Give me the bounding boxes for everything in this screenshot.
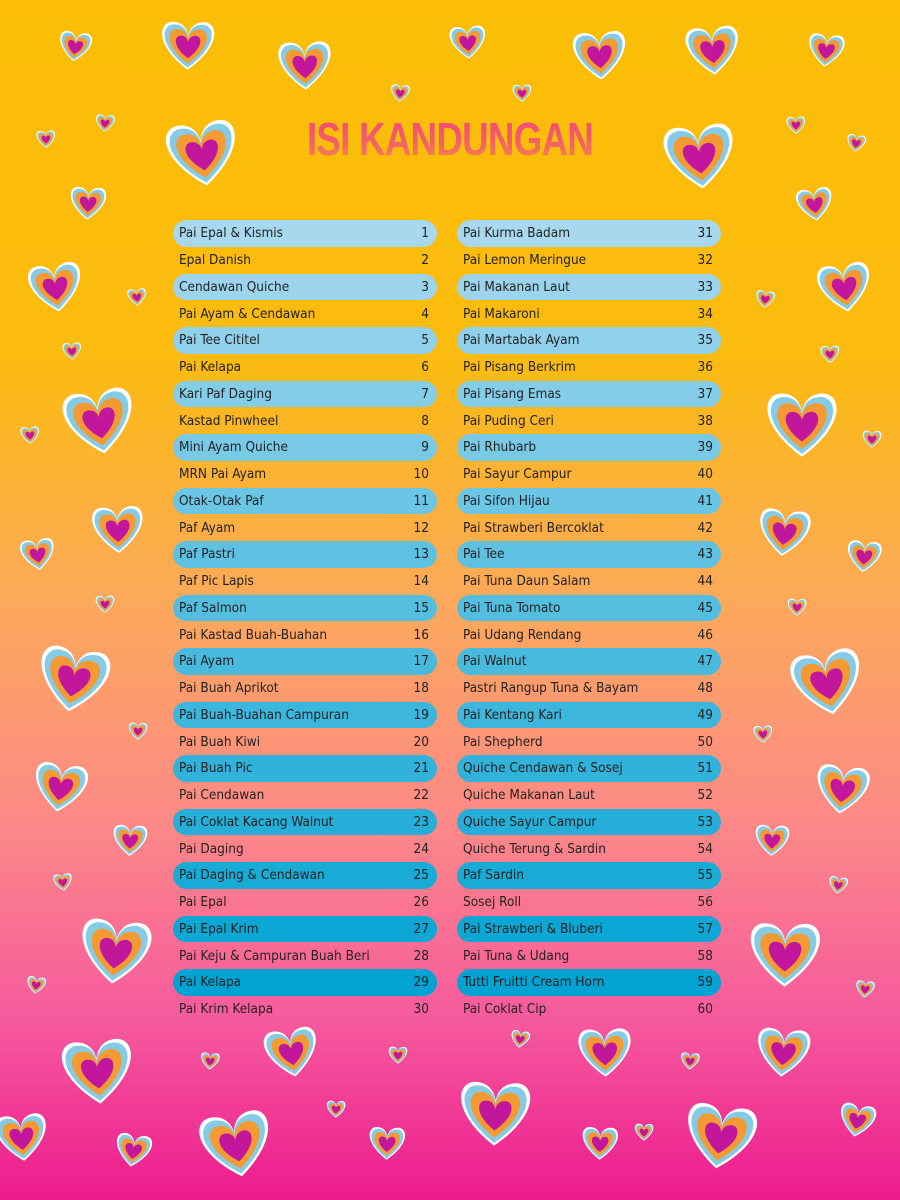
toc-entry-page: 2 bbox=[421, 252, 429, 269]
toc-entry bbox=[457, 300, 721, 327]
toc-entry-title: Pai Daging & Cendawan bbox=[179, 867, 325, 884]
toc-entry bbox=[173, 889, 437, 916]
toc-entry-title: Pai Buah Pic bbox=[179, 760, 253, 777]
toc-entry bbox=[173, 595, 437, 622]
toc-entry bbox=[173, 809, 437, 836]
toc-entry-title: Pai Ayam bbox=[179, 653, 235, 670]
toc-entry bbox=[173, 247, 437, 274]
toc-left-column bbox=[173, 220, 437, 1023]
toc-entry-page: 33 bbox=[697, 278, 713, 295]
toc-entry bbox=[173, 354, 437, 381]
toc-entry-page: 26 bbox=[413, 894, 429, 911]
toc-entry-title: Pai Ayam & Cendawan bbox=[179, 305, 316, 322]
toc-entry-page: 24 bbox=[413, 840, 429, 857]
toc-entry-title: MRN Pai Ayam bbox=[179, 466, 267, 483]
heart-icon bbox=[578, 1028, 632, 1078]
toc-entry-title: Paf Pastri bbox=[179, 546, 235, 563]
toc-entry-page: 38 bbox=[697, 412, 713, 429]
toc-entry-title: Pai Kentang Kari bbox=[463, 706, 562, 723]
toc-entry bbox=[173, 274, 437, 301]
toc-entry-title: Pai Kelapa bbox=[179, 359, 242, 376]
toc-entry-title: Otak-Otak Paf bbox=[179, 492, 264, 509]
heart-icon bbox=[0, 1112, 49, 1163]
toc-entry bbox=[457, 969, 721, 996]
heart-icon bbox=[19, 537, 57, 572]
toc-entry-page: 28 bbox=[413, 947, 429, 964]
heart-icon bbox=[757, 507, 812, 558]
toc-entry-title: Pai Shepherd bbox=[463, 733, 543, 750]
heart-icon bbox=[112, 824, 147, 857]
toc-entry-page: 11 bbox=[413, 492, 429, 509]
toc-entry-title: Pai Kurma Badam bbox=[463, 225, 571, 242]
heart-icon bbox=[815, 261, 873, 316]
toc-entry-page: 32 bbox=[697, 252, 713, 269]
toc-entry-page: 22 bbox=[413, 787, 429, 804]
toc-entry-title: Epal Danish bbox=[179, 252, 251, 269]
toc-entry-title: Pai Kelapa bbox=[179, 974, 242, 991]
toc-entry bbox=[173, 942, 437, 969]
toc-entry bbox=[457, 461, 721, 488]
heart-icon bbox=[755, 1027, 811, 1079]
toc-entry-page: 23 bbox=[413, 813, 429, 830]
heart-icon bbox=[127, 288, 147, 306]
heart-icon bbox=[31, 761, 89, 816]
heart-icon bbox=[61, 1038, 135, 1107]
toc-entry bbox=[457, 809, 721, 836]
toc-entry bbox=[457, 541, 721, 568]
toc-entry-title: Paf Pic Lapis bbox=[179, 573, 254, 590]
heart-icon bbox=[91, 506, 144, 555]
toc-entry-page: 58 bbox=[697, 947, 713, 964]
toc-entry bbox=[457, 621, 721, 648]
toc-entry-page: 41 bbox=[697, 492, 713, 509]
toc-entry-page: 54 bbox=[697, 840, 713, 857]
toc-entry-page: 19 bbox=[413, 706, 429, 723]
toc-entry-title: Paf Sardin bbox=[463, 867, 524, 884]
heart-icon bbox=[837, 1102, 877, 1140]
heart-icon bbox=[26, 261, 84, 316]
toc-entry-title: Pai Tuna Tomato bbox=[463, 599, 561, 616]
toc-entry-page: 17 bbox=[413, 653, 429, 670]
heart-icon bbox=[57, 30, 93, 63]
toc-entry-page: 7 bbox=[421, 385, 429, 402]
toc-entry-page: 51 bbox=[697, 760, 713, 777]
toc-entry-page: 37 bbox=[697, 385, 713, 402]
toc-entry bbox=[173, 434, 437, 461]
toc-entry bbox=[173, 461, 437, 488]
toc-entry-title: Pastri Rangup Tuna & Bayam bbox=[463, 680, 639, 697]
heart-icon bbox=[795, 186, 835, 223]
toc-entry-title: Pai Coklat Cip bbox=[463, 1001, 547, 1018]
toc-entry-page: 59 bbox=[697, 974, 713, 991]
toc-entry bbox=[457, 942, 721, 969]
toc-entry bbox=[173, 755, 437, 782]
toc-entry-title: Kari Paf Daging bbox=[179, 385, 272, 402]
toc-entry-title: Pai Tuna Daun Salam bbox=[463, 573, 591, 590]
toc-entry-page: 56 bbox=[697, 894, 713, 911]
toc-entry-title: Tutti Fruitti Cream Horn bbox=[463, 974, 605, 991]
toc-entry bbox=[457, 675, 721, 702]
toc-entry-title: Quiche Makanan Laut bbox=[463, 787, 595, 804]
toc-entry bbox=[173, 648, 437, 675]
toc-entry bbox=[457, 274, 721, 301]
toc-entry bbox=[457, 354, 721, 381]
toc-entry-title: Pai Makaroni bbox=[463, 305, 540, 322]
toc-entry-page: 15 bbox=[413, 599, 429, 616]
heart-icon bbox=[788, 646, 867, 720]
toc-entry bbox=[173, 835, 437, 862]
toc-entry bbox=[173, 621, 437, 648]
heart-icon bbox=[161, 22, 214, 71]
heart-icon bbox=[36, 130, 55, 148]
toc-entry-page: 35 bbox=[697, 332, 713, 349]
heart-icon bbox=[390, 84, 410, 103]
toc-entry-page: 1 bbox=[421, 225, 429, 242]
toc-entry-page: 47 bbox=[697, 653, 713, 670]
heart-icon bbox=[682, 1101, 759, 1173]
toc-entry-page: 21 bbox=[413, 760, 429, 777]
toc-entry bbox=[173, 488, 437, 515]
toc-entry-title: Pai Buah-Buahan Campuran bbox=[179, 706, 349, 723]
toc-entry bbox=[457, 782, 721, 809]
toc-entry-page: 60 bbox=[697, 1001, 713, 1018]
toc-entry-page: 30 bbox=[413, 1001, 429, 1018]
toc-entry-page: 50 bbox=[697, 733, 713, 750]
heart-icon bbox=[128, 722, 147, 740]
toc-entry-page: 40 bbox=[697, 466, 713, 483]
page-title: ISI KANDUNGAN bbox=[90, 112, 810, 166]
toc-entry bbox=[457, 862, 721, 889]
toc-entry bbox=[457, 220, 721, 247]
heart-icon bbox=[70, 186, 107, 220]
toc-entry-title: Quiche Terung & Sardin bbox=[463, 840, 606, 857]
toc-entry-title: Pai Udang Rendang bbox=[463, 626, 582, 643]
toc-entry-title: Pai Buah Kiwi bbox=[179, 733, 261, 750]
heart-icon bbox=[755, 290, 776, 309]
heart-icon bbox=[449, 25, 487, 60]
heart-icon bbox=[513, 85, 532, 102]
toc-entry bbox=[173, 996, 437, 1023]
toc-entry-page: 6 bbox=[421, 359, 429, 376]
toc-entry-title: Sosej Roll bbox=[463, 894, 522, 911]
toc-entry-title: Pai Tuna & Udang bbox=[463, 947, 570, 964]
toc-entry-page: 27 bbox=[413, 920, 429, 937]
heart-icon bbox=[767, 394, 836, 457]
heart-icon bbox=[807, 33, 846, 69]
toc-entry bbox=[173, 969, 437, 996]
toc-entry-page: 46 bbox=[697, 626, 713, 643]
heart-icon bbox=[20, 426, 40, 444]
toc-entry bbox=[457, 835, 721, 862]
toc-entry-title: Pai Epal & Kismis bbox=[179, 225, 283, 242]
toc-entry-title: Mini Ayam Quiche bbox=[179, 439, 288, 456]
toc-entry-title: Cendawan Quiche bbox=[179, 278, 290, 295]
toc-entry-title: Kastad Pinwheel bbox=[179, 412, 279, 429]
toc-entry bbox=[173, 728, 437, 755]
toc-entry-page: 12 bbox=[413, 519, 429, 536]
toc-entry-title: Quiche Cendawan & Sosej bbox=[463, 760, 623, 777]
toc-entry-page: 48 bbox=[697, 680, 713, 697]
toc-entry bbox=[173, 327, 437, 354]
toc-entry bbox=[173, 407, 437, 434]
toc-entry-page: 57 bbox=[697, 920, 713, 937]
toc-entry-title: Pai Epal bbox=[179, 894, 227, 911]
heart-icon bbox=[510, 1029, 531, 1049]
toc-entry-page: 42 bbox=[697, 519, 713, 536]
toc-entry-title: Pai Martabak Ayam bbox=[463, 332, 580, 349]
heart-icon bbox=[828, 875, 849, 895]
toc-entry bbox=[457, 327, 721, 354]
toc-entry-page: 45 bbox=[697, 599, 713, 616]
toc-entry bbox=[173, 675, 437, 702]
toc-entry-title: Pai Rhubarb bbox=[463, 439, 537, 456]
heart-icon bbox=[863, 431, 882, 448]
toc-entry-title: Pai Kastad Buah-Buahan bbox=[179, 626, 328, 643]
toc-entry-title: Pai Sifon Hijau bbox=[463, 492, 550, 509]
toc-entry bbox=[173, 541, 437, 568]
toc-entry-page: 34 bbox=[697, 305, 713, 322]
toc-entry-title: Pai Lemon Meringue bbox=[463, 252, 587, 269]
heart-icon bbox=[113, 1132, 153, 1169]
toc-entry-page: 20 bbox=[413, 733, 429, 750]
heart-icon bbox=[582, 1127, 619, 1161]
heart-icon bbox=[635, 1124, 654, 1141]
toc-entry bbox=[173, 916, 437, 943]
toc-entry-title: Pai Coklat Kacang Walnut bbox=[179, 813, 334, 830]
toc-entry-page: 29 bbox=[413, 974, 429, 991]
toc-entry bbox=[457, 488, 721, 515]
toc-entry-page: 44 bbox=[697, 573, 713, 590]
heart-icon bbox=[278, 41, 332, 91]
heart-icon bbox=[754, 824, 789, 857]
toc-entry-page: 53 bbox=[697, 813, 713, 830]
heart-icon bbox=[813, 763, 871, 817]
toc-entry-title: Pai Makanan Laut bbox=[463, 278, 570, 295]
heart-icon bbox=[753, 725, 772, 743]
toc-entry-title: Pai Tee Cititel bbox=[179, 332, 260, 349]
toc-entry bbox=[457, 648, 721, 675]
toc-entry-page: 9 bbox=[421, 439, 429, 456]
toc-right-column bbox=[457, 220, 721, 1023]
toc-entry-title: Pai Strawberi & Bluberi bbox=[463, 920, 603, 937]
toc-entry-title: Pai Krim Kelapa bbox=[179, 1001, 274, 1018]
toc-entry-page: 4 bbox=[421, 305, 429, 322]
toc-entry bbox=[457, 755, 721, 782]
heart-icon bbox=[53, 873, 73, 892]
toc-entry-page: 8 bbox=[421, 412, 429, 429]
toc-entry bbox=[173, 782, 437, 809]
toc-entry bbox=[173, 568, 437, 595]
toc-entry-page: 43 bbox=[697, 546, 713, 563]
heart-icon bbox=[846, 540, 882, 574]
toc-entry bbox=[173, 862, 437, 889]
toc-entry-page: 3 bbox=[421, 278, 429, 295]
toc-entry-page: 36 bbox=[697, 359, 713, 376]
toc-entry-page: 55 bbox=[697, 867, 713, 884]
toc-entry-title: Pai Pisang Emas bbox=[463, 385, 562, 402]
heart-icon bbox=[262, 1025, 321, 1080]
heart-icon bbox=[62, 342, 82, 360]
toc-entry bbox=[173, 514, 437, 541]
toc-entry bbox=[173, 702, 437, 729]
toc-entry bbox=[457, 916, 721, 943]
toc-entry bbox=[173, 381, 437, 408]
toc-entry-title: Pai Daging bbox=[179, 840, 244, 857]
toc-entry-page: 5 bbox=[421, 332, 429, 349]
toc-entry-page: 10 bbox=[413, 466, 429, 483]
toc-entry-title: Paf Ayam bbox=[179, 519, 236, 536]
toc-entry-page: 25 bbox=[413, 867, 429, 884]
toc-entry-title: Pai Walnut bbox=[463, 653, 527, 670]
heart-icon bbox=[788, 599, 807, 616]
toc-entry-title: Paf Salmon bbox=[179, 599, 247, 616]
toc-entry-title: Pai Sayur Campur bbox=[463, 466, 572, 483]
toc-entry bbox=[457, 381, 721, 408]
toc-entry bbox=[173, 220, 437, 247]
heart-icon bbox=[685, 25, 741, 77]
toc-entry-page: 18 bbox=[413, 680, 429, 697]
heart-icon bbox=[60, 386, 138, 459]
heart-icon bbox=[26, 976, 47, 995]
heart-icon bbox=[750, 923, 820, 987]
toc-entry-page: 39 bbox=[697, 439, 713, 456]
heart-icon bbox=[680, 1052, 700, 1070]
heart-icon bbox=[200, 1052, 220, 1070]
toc-entry bbox=[457, 728, 721, 755]
toc-entry-title: Pai Keju & Campuran Buah Beri bbox=[179, 947, 370, 964]
toc-entry-title: Pai Buah Aprikot bbox=[179, 680, 279, 697]
toc-entry-page: 52 bbox=[697, 787, 713, 804]
toc-entry-page: 31 bbox=[697, 225, 713, 242]
toc-entry-title: Pai Epal Krim bbox=[179, 920, 259, 937]
heart-icon bbox=[389, 1047, 408, 1064]
toc-entry-page: 16 bbox=[413, 626, 429, 643]
heart-icon bbox=[369, 1127, 406, 1161]
heart-icon bbox=[820, 345, 839, 363]
heart-icon bbox=[846, 133, 867, 153]
heart-icon bbox=[197, 1108, 276, 1182]
heart-icon bbox=[96, 596, 115, 613]
heart-icon bbox=[326, 1100, 345, 1118]
heart-icon bbox=[459, 1081, 530, 1147]
toc-entry bbox=[457, 568, 721, 595]
toc-entry-page: 14 bbox=[413, 573, 429, 590]
toc-entry bbox=[457, 595, 721, 622]
toc-entry-page: 49 bbox=[697, 706, 713, 723]
toc-entry-title: Pai Pisang Berkrim bbox=[463, 359, 576, 376]
toc-entry bbox=[457, 996, 721, 1023]
toc-entry bbox=[457, 889, 721, 916]
toc-entry bbox=[457, 434, 721, 461]
toc-entry-title: Quiche Sayur Campur bbox=[463, 813, 597, 830]
heart-icon bbox=[855, 980, 875, 999]
toc-entry-title: Pai Tee bbox=[463, 546, 505, 563]
toc-entry-title: Pai Strawberi Bercoklat bbox=[463, 519, 604, 536]
heart-icon bbox=[572, 30, 627, 81]
heart-icon bbox=[34, 644, 112, 717]
toc-entry bbox=[457, 514, 721, 541]
toc-entry bbox=[457, 247, 721, 274]
toc-entry-page: 13 bbox=[413, 546, 429, 563]
toc-entry bbox=[457, 702, 721, 729]
toc-entry-title: Pai Puding Ceri bbox=[463, 412, 554, 429]
toc-entry-title: Pai Cendawan bbox=[179, 787, 265, 804]
toc-entry bbox=[457, 407, 721, 434]
toc-entry bbox=[173, 300, 437, 327]
heart-icon bbox=[78, 917, 153, 987]
